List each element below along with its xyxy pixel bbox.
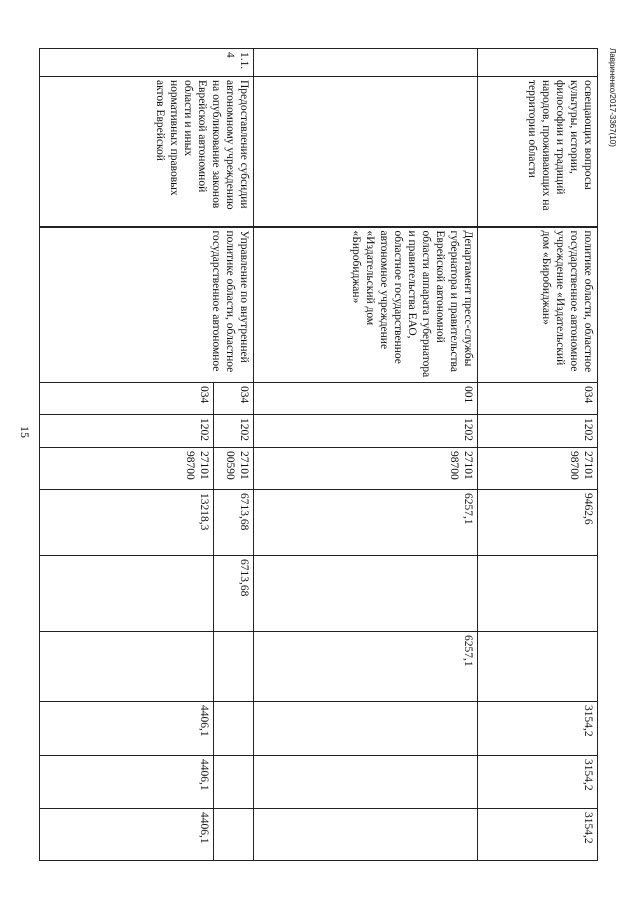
cell-total: 13218,3 — [40, 490, 214, 556]
cell-year-4: 3154,2 — [478, 756, 598, 809]
cell-rzpr: 1202 — [254, 415, 478, 448]
cell-csr: 27101 98700 — [254, 448, 478, 490]
cell-csr: 27101 00590 — [214, 448, 254, 490]
cell-event: Предоставление субсидии автономному учреждению на опубликование законов Еврейской автономной области и иных нормативных правовых актов Еврейской — [40, 77, 254, 227]
cell-executor: политике области, областное государственное автономное учреждение «Издательский дом «Биробиджан» — [478, 227, 598, 383]
cell-event — [254, 77, 478, 227]
cell-year-1 — [478, 556, 598, 632]
cell-year-3: 3154,2 — [478, 702, 598, 756]
budget-table — [39, 48, 598, 861]
cell-grbs: 034 — [40, 383, 214, 415]
cell-event: освещающих вопросы культуры, истории, философии и традиций народов, проживающих на территории области — [478, 77, 598, 227]
cell-total: 6257,1 — [254, 490, 478, 556]
page-number: 15 — [18, 426, 32, 438]
cell-grbs: 034 — [214, 383, 254, 415]
cell-rzpr: 1202 — [40, 415, 214, 448]
cell-grbs: 034 — [478, 383, 598, 415]
cell-year-3: 4406,1 — [40, 702, 214, 756]
cell-year-5 — [254, 809, 478, 861]
cell-year-2: 6257,1 — [254, 632, 478, 702]
cell-year-2 — [478, 632, 598, 702]
cell-year-3 — [254, 702, 478, 756]
cell-csr: 27101 98700 — [40, 448, 214, 490]
cell-year-3 — [214, 702, 254, 756]
cell-rzpr: 1202 — [478, 415, 598, 448]
cell-year-4: 4406,1 — [40, 756, 214, 809]
cell-year-5 — [214, 809, 254, 861]
cell-csr: 27101 98700 — [478, 448, 598, 490]
table-row — [254, 49, 478, 861]
cell-total: 6713,68 — [214, 490, 254, 556]
cell-year-5: 3154,2 — [478, 809, 598, 861]
cell-year-1 — [254, 556, 478, 632]
cell-no — [254, 49, 478, 77]
cell-year-1: 6713,68 — [214, 556, 254, 632]
cell-executor: Департамент пресс-службы губернатора и правительства Еврейской автономной области аппарата губернатора и правительства ЕАО, областное государственное автономное учреждение «Издательский дом «Биробиджан» — [254, 227, 478, 383]
rotated-table-wrapper — [40, 48, 598, 860]
cell-no — [478, 49, 598, 77]
cell-no: 1.1. 4 — [40, 49, 254, 77]
cell-total: 9462,6 — [478, 490, 598, 556]
cell-executor: Управление по внутренней политике области, областное государственное автономное — [40, 227, 254, 383]
footer-mark: Лавриненко/2017-3367(10) — [608, 48, 617, 147]
cell-year-4 — [254, 756, 478, 809]
cell-rzpr: 1202 — [214, 415, 254, 448]
cell-year-5: 4406,1 — [40, 809, 214, 861]
cell-year-2 — [40, 632, 214, 702]
table-row — [478, 49, 598, 861]
cell-year-4 — [214, 756, 254, 809]
table-row — [214, 49, 254, 861]
cell-grbs: 001 — [254, 383, 478, 415]
cell-year-2 — [214, 632, 254, 702]
cell-year-1 — [40, 556, 214, 632]
